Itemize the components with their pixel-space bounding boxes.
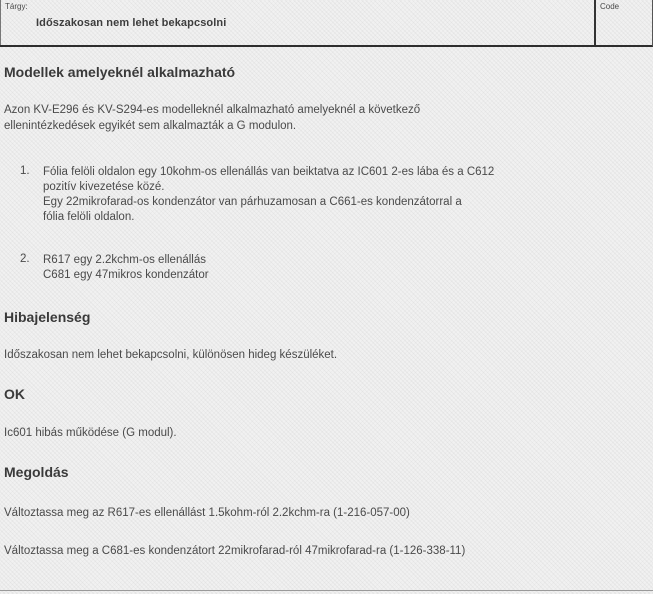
list-item-line: Fólia felöli oldalon egy 10kohm-os ellenállás van beiktatva az IC601 2-es lába és a C612 [43,166,495,178]
solution-step: Változtassa meg az R617-es ellenállást 1.5kohm-ról 2.2kchm-ra (1-216-057-00) [4,507,410,519]
models-intro [4,102,420,134]
ok-text: Ic601 hibás működése (G modul). [4,427,177,439]
subject-cell [0,0,596,45]
models-intro-line: Azon KV-E296 és KV-S294-es modelleknél alkalmazható amelyeknél a következő [4,104,421,116]
list-item-number: 2. [20,253,30,265]
code-cell [596,0,652,45]
list-item-line: R617 egy 2.2kchm-os ellenállás [43,254,207,266]
list-item-line: Egy 22mikrofarad-os kondenzátor van párhuzamosan a C661-es kondenzátorral a [43,196,462,208]
symptom-section-title: Hibajelenség [4,309,91,325]
symptom-text: Időszakosan nem lehet bekapcsolni, különösen hideg készüléket. [4,349,338,361]
list-item-line: pozitív kivezetése közé. [43,181,165,193]
list-item-line: C681 egy 47mikros kondenzátor [43,269,209,281]
solution-step: Változtassa meg a C681-es kondenzátort 22mikrofarad-ról 47mikrofarad-ra (1-126-338-11) [4,545,466,557]
bulletin-header [0,0,653,47]
solution-section-title: Megoldás [4,464,69,480]
list-item [43,165,494,225]
list-item [43,253,209,283]
subject-value: Időszakosan nem lehet bekapcsolni [36,17,227,29]
list-item-number: 1. [20,165,30,177]
code-label: Code [600,2,620,11]
ok-section-title: OK [4,386,25,402]
list-item-line: fólia felöli oldalon. [43,211,135,223]
bottom-divider [0,590,653,591]
models-section-title: Modellek amelyeknél alkalmazható [4,64,236,80]
subject-label: Tárgy: [5,2,28,11]
models-intro-line: ellenintézkedések egyikét sem alkalmazták a G modulon. [4,120,297,132]
